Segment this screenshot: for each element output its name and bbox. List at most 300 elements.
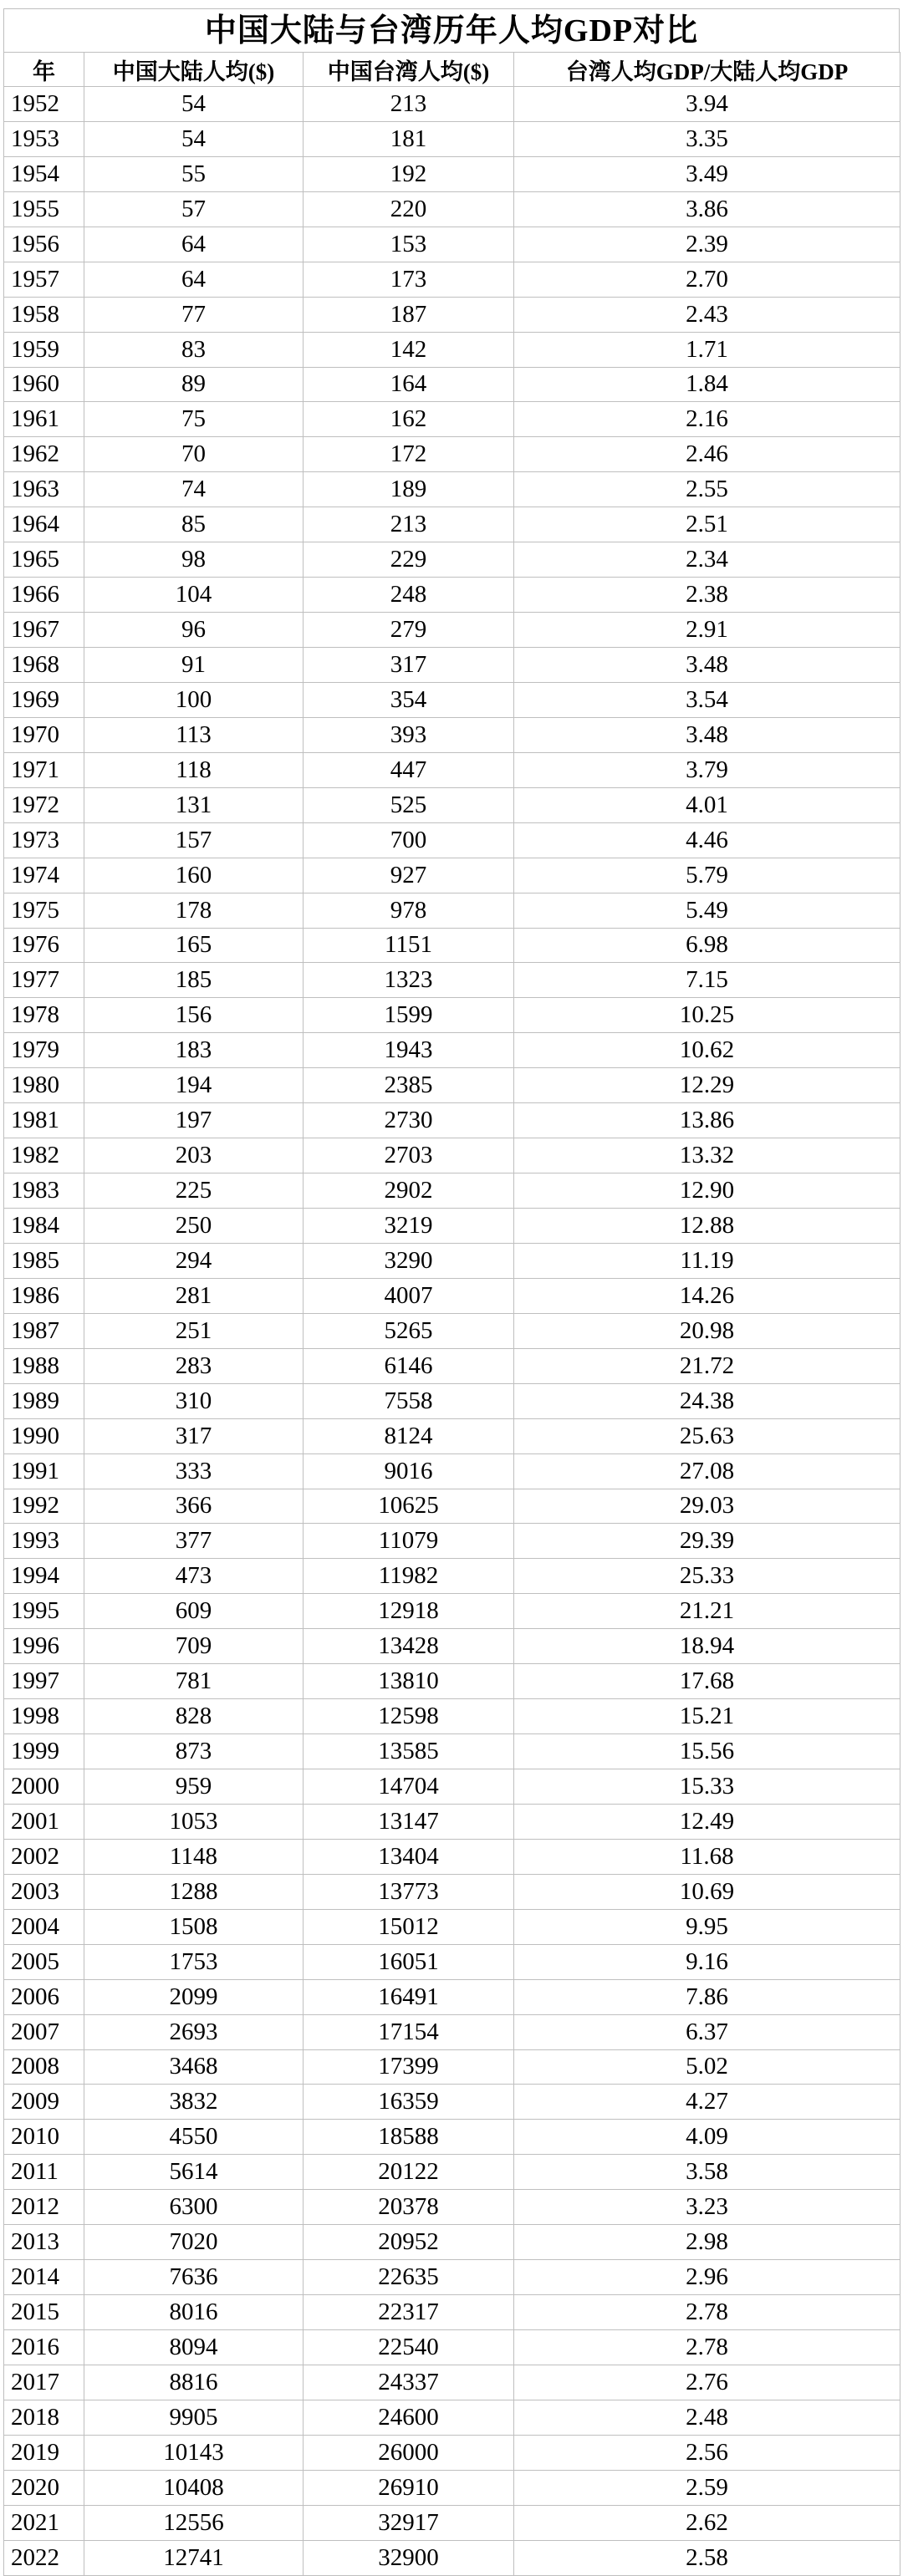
cell-year: 2013 <box>4 2225 84 2260</box>
table-row <box>4 1033 900 1068</box>
cell-mainland-gdp: 1053 <box>84 1804 304 1839</box>
cell-year: 1971 <box>4 752 84 787</box>
cell-year: 1987 <box>4 1313 84 1348</box>
cell-mainland-gdp: 366 <box>84 1489 304 1524</box>
cell-taiwan-gdp: 229 <box>304 542 514 578</box>
cell-mainland-gdp: 2693 <box>84 2014 304 2049</box>
table-row <box>4 613 900 648</box>
cell-mainland-gdp: 5614 <box>84 2155 304 2190</box>
cell-ratio: 29.39 <box>514 1524 900 1559</box>
cell-mainland-gdp: 96 <box>84 613 304 648</box>
cell-taiwan-gdp: 16051 <box>304 1944 514 1979</box>
cell-taiwan-gdp: 6146 <box>304 1348 514 1383</box>
table-row <box>4 2330 900 2365</box>
cell-ratio: 21.21 <box>514 1594 900 1629</box>
cell-mainland-gdp: 310 <box>84 1383 304 1418</box>
cell-year: 2002 <box>4 1839 84 1874</box>
table-row <box>4 1559 900 1594</box>
cell-taiwan-gdp: 978 <box>304 893 514 928</box>
cell-year: 2007 <box>4 2014 84 2049</box>
cell-ratio: 1.71 <box>514 332 900 367</box>
cell-year: 1983 <box>4 1173 84 1209</box>
cell-taiwan-gdp: 317 <box>304 648 514 683</box>
table-row <box>4 121 900 156</box>
header-taiwan-per-capita: 中国台湾人均($) <box>304 53 514 87</box>
cell-mainland-gdp: 8094 <box>84 2330 304 2365</box>
cell-year: 2011 <box>4 2155 84 2190</box>
cell-ratio: 2.39 <box>514 227 900 262</box>
table-row <box>4 1629 900 1664</box>
cell-mainland-gdp: 283 <box>84 1348 304 1383</box>
cell-ratio: 3.49 <box>514 156 900 191</box>
cell-taiwan-gdp: 162 <box>304 402 514 437</box>
table-row <box>4 1453 900 1489</box>
cell-year: 1953 <box>4 121 84 156</box>
table-row <box>4 822 900 858</box>
cell-taiwan-gdp: 8124 <box>304 1418 514 1453</box>
table-row <box>4 1769 900 1805</box>
cell-ratio: 2.46 <box>514 437 900 472</box>
cell-mainland-gdp: 165 <box>84 928 304 963</box>
cell-ratio: 2.91 <box>514 613 900 648</box>
table-row <box>4 1209 900 1244</box>
cell-ratio: 11.68 <box>514 1839 900 1874</box>
table-row <box>4 1068 900 1103</box>
cell-taiwan-gdp: 20952 <box>304 2225 514 2260</box>
cell-year: 1981 <box>4 1103 84 1138</box>
cell-ratio: 6.37 <box>514 2014 900 2049</box>
cell-taiwan-gdp: 32900 <box>304 2540 514 2575</box>
table-row <box>4 1804 900 1839</box>
cell-taiwan-gdp: 12918 <box>304 1594 514 1629</box>
table-header-row <box>4 53 900 87</box>
cell-taiwan-gdp: 279 <box>304 613 514 648</box>
cell-year: 2009 <box>4 2085 84 2120</box>
cell-year: 1962 <box>4 437 84 472</box>
cell-year: 2022 <box>4 2540 84 2575</box>
cell-mainland-gdp: 77 <box>84 297 304 332</box>
cell-year: 1969 <box>4 682 84 717</box>
cell-ratio: 4.46 <box>514 822 900 858</box>
cell-ratio: 14.26 <box>514 1278 900 1313</box>
cell-taiwan-gdp: 12598 <box>304 1699 514 1734</box>
cell-mainland-gdp: 98 <box>84 542 304 578</box>
cell-year: 2006 <box>4 1979 84 2014</box>
cell-mainland-gdp: 74 <box>84 472 304 507</box>
cell-taiwan-gdp: 11079 <box>304 1524 514 1559</box>
cell-taiwan-gdp: 20378 <box>304 2190 514 2225</box>
table-row <box>4 262 900 297</box>
cell-year: 1993 <box>4 1524 84 1559</box>
cell-taiwan-gdp: 13810 <box>304 1664 514 1699</box>
cell-mainland-gdp: 10408 <box>84 2470 304 2505</box>
cell-year: 2021 <box>4 2505 84 2540</box>
table-row <box>4 1874 900 1909</box>
table-row <box>4 297 900 332</box>
cell-taiwan-gdp: 7558 <box>304 1383 514 1418</box>
cell-taiwan-gdp: 1151 <box>304 928 514 963</box>
cell-ratio: 4.01 <box>514 787 900 822</box>
gdp-comparison-table <box>3 52 900 2576</box>
cell-taiwan-gdp: 13147 <box>304 1804 514 1839</box>
cell-year: 1998 <box>4 1699 84 1734</box>
cell-year: 1970 <box>4 717 84 752</box>
table-row <box>4 998 900 1033</box>
cell-year: 1960 <box>4 367 84 402</box>
cell-mainland-gdp: 70 <box>84 437 304 472</box>
cell-ratio: 10.62 <box>514 1033 900 1068</box>
cell-year: 1988 <box>4 1348 84 1383</box>
cell-ratio: 5.02 <box>514 2049 900 2085</box>
cell-mainland-gdp: 709 <box>84 1629 304 1664</box>
cell-mainland-gdp: 2099 <box>84 1979 304 2014</box>
cell-mainland-gdp: 83 <box>84 332 304 367</box>
cell-ratio: 6.98 <box>514 928 900 963</box>
table-row <box>4 1524 900 1559</box>
cell-taiwan-gdp: 1599 <box>304 998 514 1033</box>
cell-year: 1959 <box>4 332 84 367</box>
table-body <box>4 87 900 2576</box>
cell-ratio: 11.19 <box>514 1243 900 1278</box>
table-row <box>4 2470 900 2505</box>
cell-ratio: 15.21 <box>514 1699 900 1734</box>
table-row <box>4 507 900 542</box>
header-mainland-per-capita: 中国大陆人均($) <box>84 53 304 87</box>
cell-taiwan-gdp: 22317 <box>304 2295 514 2330</box>
cell-mainland-gdp: 156 <box>84 998 304 1033</box>
cell-ratio: 2.96 <box>514 2260 900 2295</box>
cell-taiwan-gdp: 1323 <box>304 963 514 998</box>
table-row <box>4 2400 900 2435</box>
cell-taiwan-gdp: 220 <box>304 191 514 227</box>
cell-taiwan-gdp: 173 <box>304 262 514 297</box>
cell-ratio: 5.79 <box>514 858 900 893</box>
cell-taiwan-gdp: 248 <box>304 578 514 613</box>
cell-ratio: 17.68 <box>514 1664 900 1699</box>
cell-year: 1978 <box>4 998 84 1033</box>
cell-ratio: 12.90 <box>514 1173 900 1209</box>
table-row <box>4 2049 900 2085</box>
cell-year: 1968 <box>4 648 84 683</box>
cell-ratio: 2.55 <box>514 472 900 507</box>
cell-taiwan-gdp: 354 <box>304 682 514 717</box>
cell-taiwan-gdp: 142 <box>304 332 514 367</box>
table-row <box>4 472 900 507</box>
cell-taiwan-gdp: 927 <box>304 858 514 893</box>
table-row <box>4 1909 900 1944</box>
cell-ratio: 2.58 <box>514 2540 900 2575</box>
cell-year: 2012 <box>4 2190 84 2225</box>
cell-mainland-gdp: 1508 <box>84 1909 304 1944</box>
cell-taiwan-gdp: 153 <box>304 227 514 262</box>
cell-ratio: 13.86 <box>514 1103 900 1138</box>
cell-ratio: 2.62 <box>514 2505 900 2540</box>
cell-year: 1994 <box>4 1559 84 1594</box>
cell-ratio: 3.58 <box>514 2155 900 2190</box>
cell-taiwan-gdp: 22635 <box>304 2260 514 2295</box>
table-row <box>4 2365 900 2400</box>
cell-mainland-gdp: 118 <box>84 752 304 787</box>
cell-mainland-gdp: 91 <box>84 648 304 683</box>
table-row <box>4 2155 900 2190</box>
cell-year: 2008 <box>4 2049 84 2085</box>
cell-year: 2010 <box>4 2120 84 2155</box>
table-row <box>4 1278 900 1313</box>
cell-ratio: 7.15 <box>514 963 900 998</box>
cell-mainland-gdp: 225 <box>84 1173 304 1209</box>
cell-taiwan-gdp: 32917 <box>304 2505 514 2540</box>
cell-taiwan-gdp: 16359 <box>304 2085 514 2120</box>
cell-mainland-gdp: 781 <box>84 1664 304 1699</box>
cell-mainland-gdp: 54 <box>84 87 304 122</box>
table-row <box>4 437 900 472</box>
cell-ratio: 2.98 <box>514 2225 900 2260</box>
cell-year: 2000 <box>4 1769 84 1805</box>
cell-taiwan-gdp: 189 <box>304 472 514 507</box>
table-row <box>4 1348 900 1383</box>
cell-ratio: 2.43 <box>514 297 900 332</box>
cell-mainland-gdp: 250 <box>84 1209 304 1244</box>
cell-taiwan-gdp: 5265 <box>304 1313 514 1348</box>
table-row <box>4 2085 900 2120</box>
table-row <box>4 332 900 367</box>
cell-ratio: 3.23 <box>514 2190 900 2225</box>
cell-taiwan-gdp: 10625 <box>304 1489 514 1524</box>
table-row <box>4 1103 900 1138</box>
cell-taiwan-gdp: 26910 <box>304 2470 514 2505</box>
table-row <box>4 1383 900 1418</box>
table-row <box>4 1418 900 1453</box>
cell-mainland-gdp: 333 <box>84 1453 304 1489</box>
cell-ratio: 9.95 <box>514 1909 900 1944</box>
cell-ratio: 2.76 <box>514 2365 900 2400</box>
cell-ratio: 3.54 <box>514 682 900 717</box>
cell-mainland-gdp: 89 <box>84 367 304 402</box>
cell-ratio: 4.27 <box>514 2085 900 2120</box>
cell-taiwan-gdp: 187 <box>304 297 514 332</box>
table-row <box>4 1243 900 1278</box>
cell-year: 1980 <box>4 1068 84 1103</box>
cell-ratio: 2.78 <box>514 2295 900 2330</box>
cell-taiwan-gdp: 18588 <box>304 2120 514 2155</box>
cell-taiwan-gdp: 17399 <box>304 2049 514 2085</box>
table-row <box>4 1313 900 1348</box>
cell-mainland-gdp: 473 <box>84 1559 304 1594</box>
cell-taiwan-gdp: 447 <box>304 752 514 787</box>
cell-ratio: 9.16 <box>514 1944 900 1979</box>
page-title: 中国大陆与台湾历年人均GDP对比 <box>3 8 900 52</box>
table-row <box>4 402 900 437</box>
cell-year: 1952 <box>4 87 84 122</box>
table-row <box>4 1734 900 1769</box>
table-row <box>4 1138 900 1173</box>
cell-year: 1958 <box>4 297 84 332</box>
table-row <box>4 1944 900 1979</box>
cell-ratio: 15.56 <box>514 1734 900 1769</box>
cell-ratio: 2.78 <box>514 2330 900 2365</box>
cell-year: 2014 <box>4 2260 84 2295</box>
cell-taiwan-gdp: 164 <box>304 367 514 402</box>
header-year: 年 <box>4 53 84 87</box>
cell-mainland-gdp: 157 <box>84 822 304 858</box>
cell-ratio: 21.72 <box>514 1348 900 1383</box>
cell-mainland-gdp: 85 <box>84 507 304 542</box>
cell-ratio: 2.70 <box>514 262 900 297</box>
cell-taiwan-gdp: 16491 <box>304 1979 514 2014</box>
cell-ratio: 2.51 <box>514 507 900 542</box>
cell-mainland-gdp: 317 <box>84 1418 304 1453</box>
cell-ratio: 2.38 <box>514 578 900 613</box>
cell-ratio: 3.86 <box>514 191 900 227</box>
cell-year: 1975 <box>4 893 84 928</box>
table-row <box>4 2190 900 2225</box>
table-row <box>4 227 900 262</box>
cell-year: 1997 <box>4 1664 84 1699</box>
table-row <box>4 928 900 963</box>
cell-mainland-gdp: 197 <box>84 1103 304 1138</box>
cell-year: 1992 <box>4 1489 84 1524</box>
table-row <box>4 752 900 787</box>
cell-mainland-gdp: 8016 <box>84 2295 304 2330</box>
cell-mainland-gdp: 294 <box>84 1243 304 1278</box>
cell-taiwan-gdp: 213 <box>304 507 514 542</box>
cell-taiwan-gdp: 9016 <box>304 1453 514 1489</box>
cell-year: 1986 <box>4 1278 84 1313</box>
cell-year: 1991 <box>4 1453 84 1489</box>
cell-taiwan-gdp: 13585 <box>304 1734 514 1769</box>
cell-taiwan-gdp: 393 <box>304 717 514 752</box>
cell-mainland-gdp: 183 <box>84 1033 304 1068</box>
table-row <box>4 191 900 227</box>
cell-ratio: 12.49 <box>514 1804 900 1839</box>
cell-mainland-gdp: 10143 <box>84 2435 304 2470</box>
table-row <box>4 1173 900 1209</box>
cell-year: 2020 <box>4 2470 84 2505</box>
cell-mainland-gdp: 12741 <box>84 2540 304 2575</box>
cell-mainland-gdp: 131 <box>84 787 304 822</box>
cell-mainland-gdp: 64 <box>84 227 304 262</box>
cell-ratio: 2.48 <box>514 2400 900 2435</box>
cell-ratio: 3.79 <box>514 752 900 787</box>
cell-year: 1999 <box>4 1734 84 1769</box>
cell-year: 1996 <box>4 1629 84 1664</box>
cell-ratio: 5.49 <box>514 893 900 928</box>
cell-taiwan-gdp: 13428 <box>304 1629 514 1664</box>
cell-taiwan-gdp: 24600 <box>304 2400 514 2435</box>
cell-mainland-gdp: 194 <box>84 1068 304 1103</box>
cell-year: 2005 <box>4 1944 84 1979</box>
cell-taiwan-gdp: 192 <box>304 156 514 191</box>
cell-mainland-gdp: 7020 <box>84 2225 304 2260</box>
cell-mainland-gdp: 377 <box>84 1524 304 1559</box>
cell-taiwan-gdp: 2902 <box>304 1173 514 1209</box>
table-row <box>4 1839 900 1874</box>
cell-mainland-gdp: 100 <box>84 682 304 717</box>
cell-mainland-gdp: 8816 <box>84 2365 304 2400</box>
cell-ratio: 10.69 <box>514 1874 900 1909</box>
cell-ratio: 2.34 <box>514 542 900 578</box>
cell-ratio: 15.33 <box>514 1769 900 1805</box>
cell-taiwan-gdp: 213 <box>304 87 514 122</box>
cell-ratio: 7.86 <box>514 1979 900 2014</box>
cell-year: 1995 <box>4 1594 84 1629</box>
cell-mainland-gdp: 1753 <box>84 1944 304 1979</box>
cell-year: 1979 <box>4 1033 84 1068</box>
table-row <box>4 787 900 822</box>
table-row <box>4 648 900 683</box>
cell-mainland-gdp: 104 <box>84 578 304 613</box>
cell-ratio: 4.09 <box>514 2120 900 2155</box>
cell-taiwan-gdp: 700 <box>304 822 514 858</box>
cell-year: 2001 <box>4 1804 84 1839</box>
cell-ratio: 27.08 <box>514 1453 900 1489</box>
table-row <box>4 963 900 998</box>
cell-year: 1955 <box>4 191 84 227</box>
cell-taiwan-gdp: 4007 <box>304 1278 514 1313</box>
table-row <box>4 1489 900 1524</box>
cell-mainland-gdp: 113 <box>84 717 304 752</box>
cell-year: 1957 <box>4 262 84 297</box>
cell-mainland-gdp: 959 <box>84 1769 304 1805</box>
cell-mainland-gdp: 9905 <box>84 2400 304 2435</box>
cell-ratio: 29.03 <box>514 1489 900 1524</box>
cell-year: 2019 <box>4 2435 84 2470</box>
cell-ratio: 2.16 <box>514 402 900 437</box>
cell-mainland-gdp: 281 <box>84 1278 304 1313</box>
cell-year: 1956 <box>4 227 84 262</box>
cell-year: 1982 <box>4 1138 84 1173</box>
cell-taiwan-gdp: 22540 <box>304 2330 514 2365</box>
table-row <box>4 367 900 402</box>
cell-mainland-gdp: 57 <box>84 191 304 227</box>
cell-ratio: 2.59 <box>514 2470 900 2505</box>
cell-taiwan-gdp: 3290 <box>304 1243 514 1278</box>
table-row <box>4 156 900 191</box>
cell-year: 1963 <box>4 472 84 507</box>
cell-ratio: 10.25 <box>514 998 900 1033</box>
cell-mainland-gdp: 12556 <box>84 2505 304 2540</box>
cell-taiwan-gdp: 13404 <box>304 1839 514 1874</box>
cell-mainland-gdp: 609 <box>84 1594 304 1629</box>
cell-year: 1966 <box>4 578 84 613</box>
cell-year: 2018 <box>4 2400 84 2435</box>
cell-mainland-gdp: 54 <box>84 121 304 156</box>
cell-taiwan-gdp: 24337 <box>304 2365 514 2400</box>
cell-taiwan-gdp: 181 <box>304 121 514 156</box>
cell-ratio: 12.88 <box>514 1209 900 1244</box>
table-row <box>4 858 900 893</box>
cell-mainland-gdp: 251 <box>84 1313 304 1348</box>
cell-taiwan-gdp: 3219 <box>304 1209 514 1244</box>
cell-taiwan-gdp: 13773 <box>304 1874 514 1909</box>
table-row <box>4 893 900 928</box>
cell-taiwan-gdp: 2703 <box>304 1138 514 1173</box>
cell-taiwan-gdp: 11982 <box>304 1559 514 1594</box>
table-row <box>4 2225 900 2260</box>
cell-mainland-gdp: 64 <box>84 262 304 297</box>
cell-ratio: 2.56 <box>514 2435 900 2470</box>
table-row <box>4 2295 900 2330</box>
cell-taiwan-gdp: 525 <box>304 787 514 822</box>
cell-taiwan-gdp: 172 <box>304 437 514 472</box>
table-row <box>4 717 900 752</box>
cell-ratio: 18.94 <box>514 1629 900 1664</box>
cell-ratio: 25.33 <box>514 1559 900 1594</box>
table-row <box>4 578 900 613</box>
cell-taiwan-gdp: 15012 <box>304 1909 514 1944</box>
cell-taiwan-gdp: 2385 <box>304 1068 514 1103</box>
cell-ratio: 3.48 <box>514 717 900 752</box>
